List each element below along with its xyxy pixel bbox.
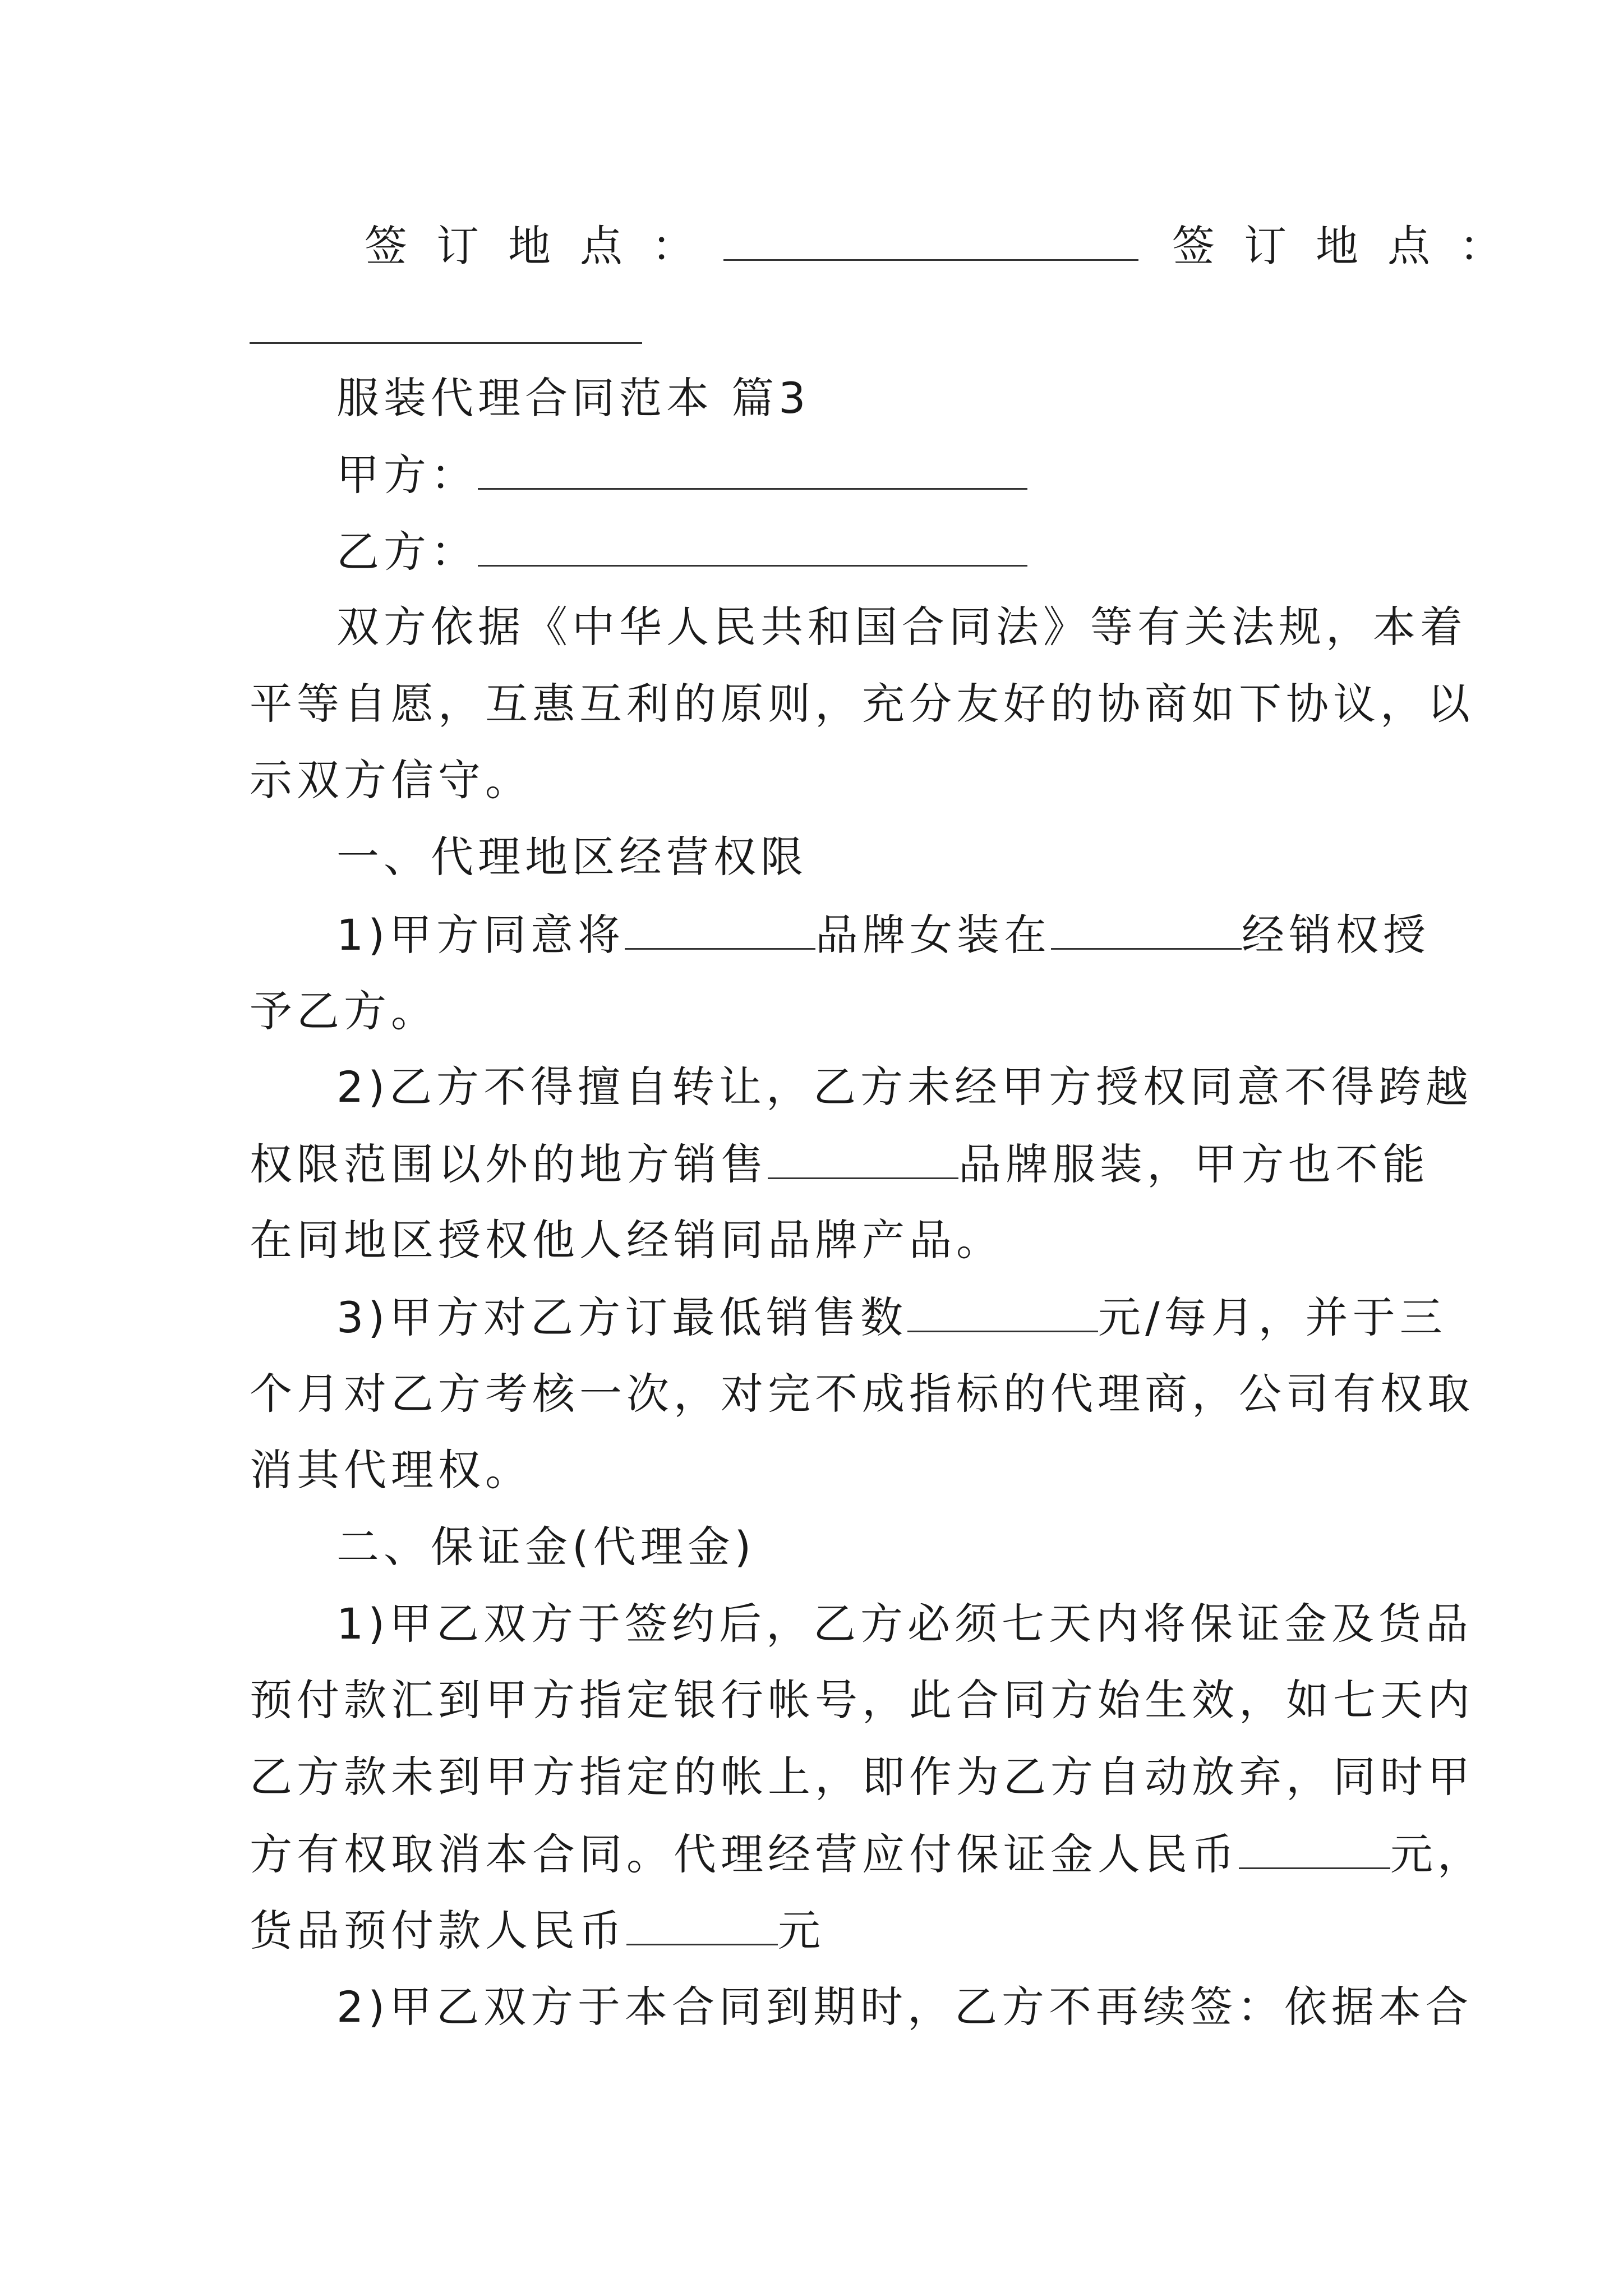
min-sales-blank <box>907 1296 1098 1332</box>
section1-clause2-line2 <box>250 1139 1430 1189</box>
brand-blank <box>768 1143 958 1179</box>
deposit-blank <box>1239 1833 1390 1869</box>
section2-clause1-line1: 1)甲乙双方于签约后，乙方必须七天内将保证金及货品 <box>336 1599 1473 1649</box>
brand-blank <box>625 913 815 950</box>
clause-text: 3)甲方对乙方订最低销售数 <box>336 1292 908 1342</box>
clause-text: 货品预付款人民币 <box>250 1906 626 1955</box>
clause-text: 品牌女装在 <box>815 910 1052 960</box>
contract-title: 服装代理合同范本 篇3 <box>336 373 810 423</box>
clause-text: 1)甲方同意将 <box>336 910 625 960</box>
section2-heading: 二、保证金(代理金) <box>336 1522 756 1572</box>
party-a-row <box>336 450 1027 500</box>
region-blank <box>1051 913 1242 950</box>
section1-clause2-line1: 2)乙方不得擅自转让，乙方未经甲方授权同意不得跨越 <box>336 1062 1473 1112</box>
clause-text: 经销权授 <box>1242 910 1431 960</box>
section2-clause2-line1: 2)甲乙双方于本合同到期时，乙方不再续签：依据本合 <box>336 1982 1473 2032</box>
signing-place-label-b: 签订地点： <box>1172 221 1531 271</box>
party-a-blank <box>478 453 1027 490</box>
section1-clause1-line1 <box>336 910 1431 960</box>
section1-clause2-line3: 在同地区授权他人经销同品牌产品。 <box>250 1215 1003 1265</box>
clause-text: 品牌服装，甲方也不能 <box>958 1139 1430 1189</box>
signing-place-row <box>365 221 1531 271</box>
party-b-label: 乙方： <box>336 527 478 577</box>
intro-line-1: 双方依据《中华人民共和国合同法》等有关法规，本着 <box>336 602 1467 652</box>
clause-text: 权限范围以外的地方销售 <box>250 1139 768 1189</box>
party-a-label: 甲方： <box>336 450 478 500</box>
clause-text: 方有权取消本合同。代理经营应付保证金人民币 <box>250 1829 1239 1879</box>
intro-line-3: 示双方信守。 <box>250 755 532 805</box>
section1-heading: 一、代理地区经营权限 <box>336 832 808 882</box>
signing-place-blank-row <box>250 307 642 351</box>
intro-line-2: 平等自愿，互惠互利的原则，充分友好的协商如下协议，以 <box>250 679 1474 729</box>
section1-clause3-line2: 个月对乙方考核一次，对完不成指标的代理商，公司有权取 <box>250 1369 1474 1419</box>
section2-clause1-line3: 乙方款未到甲方指定的帐上，即作为乙方自动放弃，同时甲 <box>250 1752 1474 1802</box>
signing-place-label-a: 签订地点： <box>365 221 723 271</box>
section1-clause1-line2: 予乙方。 <box>250 986 438 1036</box>
prepayment-blank <box>626 1909 778 1945</box>
section1-clause3-line1 <box>336 1292 1447 1342</box>
party-b-blank <box>478 530 1027 567</box>
clause-text: 元 <box>778 1906 825 1955</box>
section1-clause3-line3: 消其代理权。 <box>250 1445 532 1495</box>
section2-clause1-line4 <box>250 1829 1484 1879</box>
clause-text: 元/每月，并于三 <box>1098 1292 1447 1342</box>
signing-place-blank-b <box>250 307 642 344</box>
signing-place-blank-a <box>723 224 1138 261</box>
section2-clause1-line5 <box>250 1906 825 1955</box>
section2-clause1-line2: 预付款汇到甲方指定银行帐号，此合同方始生效，如七天内 <box>250 1675 1474 1725</box>
party-b-row <box>336 527 1027 577</box>
clause-text: 元， <box>1390 1829 1484 1879</box>
